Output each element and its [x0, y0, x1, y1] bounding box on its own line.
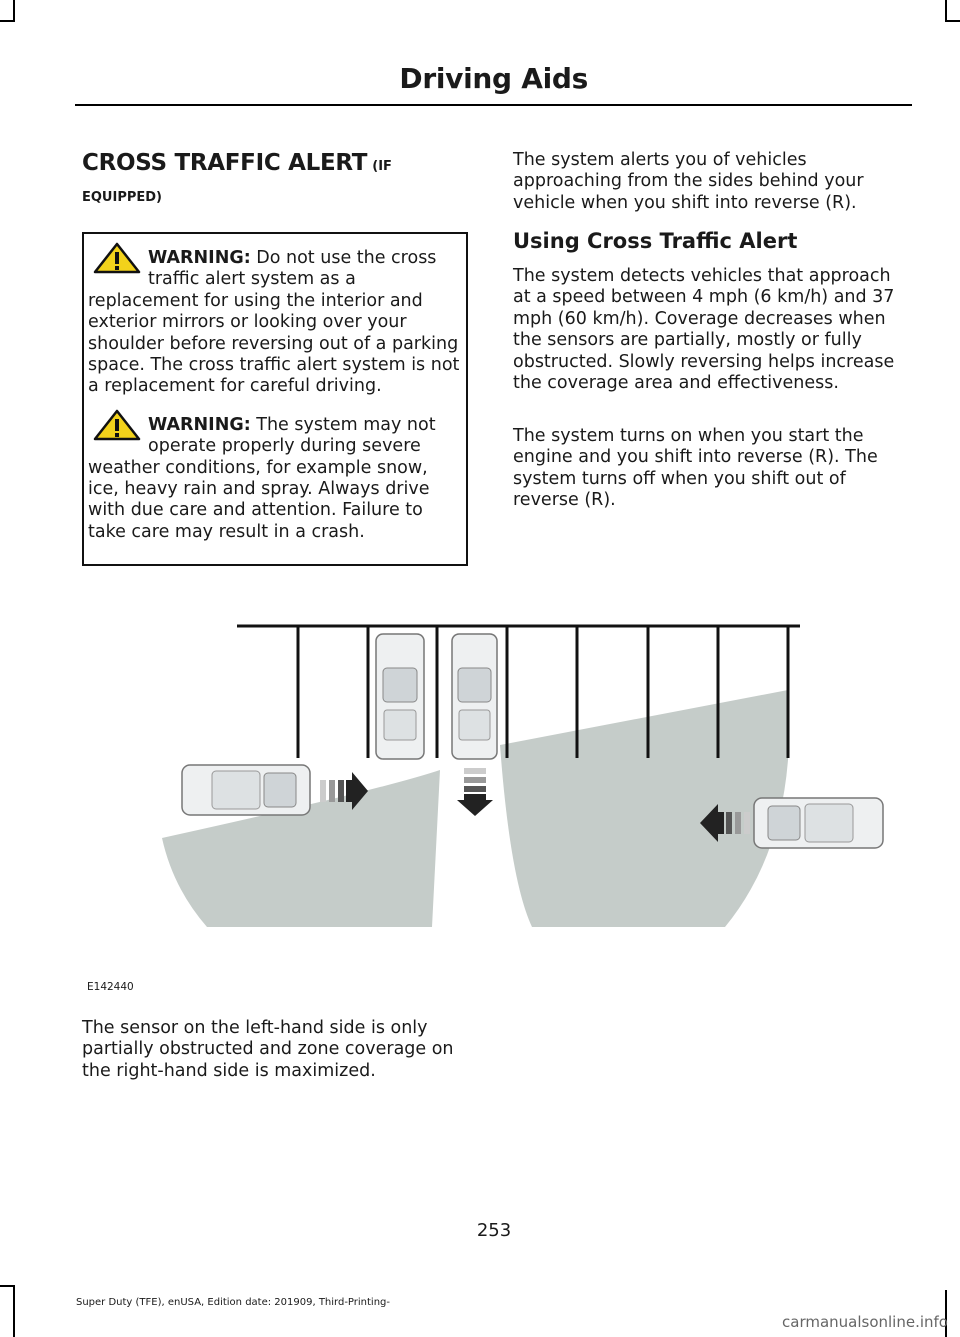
subheading: Using Cross Traffic Alert — [513, 229, 798, 253]
coverage-zone-right — [500, 690, 788, 927]
crop-mark — [13, 0, 15, 20]
warning-box — [82, 232, 468, 566]
crop-mark — [13, 1285, 15, 1337]
footer-text: Super Duty (TFE), enUSA, Edition date: 201909, Third-Printing- — [76, 1297, 391, 1308]
warning-label: WARNING: — [148, 414, 251, 435]
section-title-suffix-2: EQUIPPED) — [82, 190, 162, 205]
crop-mark — [0, 1285, 15, 1287]
page-number: 253 — [476, 1220, 512, 1241]
arrow-down-icon — [457, 768, 493, 816]
section-title-main: CROSS TRAFFIC ALERT — [82, 150, 368, 176]
page-header-title: Driving Aids — [399, 62, 588, 95]
warning-label: WARNING: — [148, 248, 251, 268]
intro-paragraph: The system alerts you of vehicles approaching from the sides behind your vehicle when you shift into reverse (R). — [513, 150, 864, 213]
watermark: carmanualsonline.info — [782, 1313, 948, 1331]
approaching-car-left — [182, 765, 310, 815]
reversing-vehicle — [452, 634, 497, 759]
section-title — [82, 150, 472, 205]
section-title-suffix: (IF — [372, 159, 392, 174]
warning-text: Do not use the cross traffic alert system as a replacement for using the interior and exterior mirrors or looking over your shoulder before reversing out of a parking space. The cross traffic alert system is not a replacement for careful driving. — [88, 248, 460, 397]
body-paragraph: The system turns on when you start the engine and you shift into reverse (R). The system turns off when you shift out of reverse (R). — [513, 426, 878, 511]
figure-caption: The sensor on the left-hand side is only partially obstructed and zone coverage on the right-hand side is maximized. — [82, 1018, 454, 1081]
parked-car — [376, 634, 424, 759]
body-paragraph: The system detects vehicles that approach at a speed between 4 mph (6 km/h) and 37 mph (60 km/h). Coverage decreases when the sensors are partially, mostly or fully obstructed. Slowly reversing helps increase the coverage area and effectiveness. — [513, 266, 895, 394]
warning-triangle-icon — [92, 409, 142, 441]
warning-paragraph — [88, 415, 462, 543]
crop-mark — [945, 0, 947, 20]
warning-triangle-icon — [92, 242, 142, 274]
crop-mark — [0, 20, 15, 22]
figure-id: E142440 — [87, 981, 134, 993]
warning-paragraph — [88, 248, 462, 398]
cross-traffic-illustration — [150, 605, 890, 935]
warning-text: The system may not operate properly during severe weather conditions, for example snow, ice, heavy rain and spray. Always drive with due care and attention. Failure to take care may result in a crash. — [88, 414, 436, 542]
header-divider — [75, 104, 912, 106]
approaching-car-right — [754, 798, 883, 848]
crop-mark — [945, 20, 960, 22]
